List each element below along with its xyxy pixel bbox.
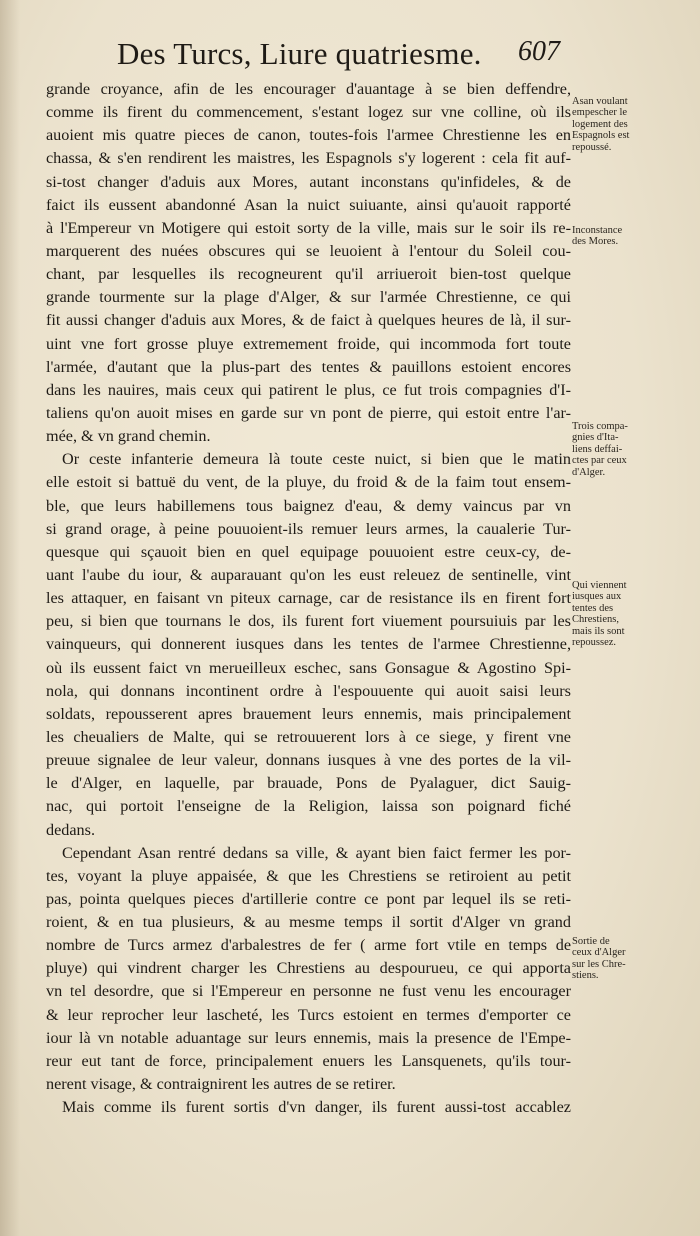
marginal-note	[572, 421, 690, 478]
marginal-line: Chrestiens,	[572, 614, 619, 626]
text-line: vainqueurs, qui donnerent iusques dans les tentes de l'armee Chrestienne,	[46, 635, 571, 654]
running-title: Des Turcs, Liure quatriesme.	[117, 36, 482, 71]
marginal-line: liens deffai-	[572, 443, 623, 455]
text-line: nerent visage, & contraignirent les autres de se retirer.	[46, 1075, 396, 1094]
text-line: vn tel desordre, que si l'Empereur en personne ne fust venu les encourager	[46, 982, 571, 1001]
marginal-line: empescher le	[572, 107, 628, 119]
marginal-line: gnies d'Ita-	[572, 432, 619, 444]
text-line: pas, pointa quelques pieces d'artillerie contre ce pont par lequel ils se reti-	[46, 889, 571, 908]
text-line: Cependant Asan rentré dedans sa ville, & ayant bien faict fermer les por-	[62, 843, 571, 862]
text-line: Or ceste infanterie demeura là toute ceste nuict, si bien que le matin	[62, 450, 571, 469]
marginal-note	[572, 225, 690, 248]
text-line: uint vne fort grosse pluye extremement froide, qui incommoda fort toute	[46, 334, 571, 353]
text-line: comme ils firent du commencement, s'estant logez sur vne colline, où ils	[46, 103, 571, 122]
text-line: elle estoit si battuë du vent, de la pluye, du froid & de la faim tout ensem-	[46, 473, 571, 492]
text-line: dedans.	[46, 820, 95, 839]
marginal-line: repoussez.	[572, 637, 617, 649]
marginal-note	[572, 96, 690, 153]
text-line: soldats, repousserent apres brauement leurs ennemis, mais principalement	[46, 704, 571, 723]
marginal-line: Inconstance	[572, 225, 623, 236]
text-line: auoient mis quatre pieces de canon, toutes-fois l'armee Chrestienne les en	[46, 126, 571, 145]
text-line: nac, qui portoit l'enseigne de la Religion, laissa son poignard fiché	[46, 797, 571, 816]
text-line: peu, si bien que tournans le dos, ils furent fort viuement poursuiuis par les	[46, 612, 571, 631]
page-number: 607	[518, 36, 560, 67]
text-line: nombre de Turcs armez d'arbalestres de fer ( arme fort vtile en temps de	[46, 936, 571, 955]
marginal-line: d'Alger.	[572, 466, 606, 478]
marginal-line: mais ils sont	[572, 625, 625, 637]
text-line: si-tost changer d'aduis aux Mores, autant inconstans qu'infideles, & de	[46, 172, 571, 191]
text-line: preuue signalee de leur valeur, donnans iusques à vne des portes de la vil-	[46, 751, 571, 770]
text-line: pluye) qui vindrent charger les Chrestiens au despourueu, ce qui apporta	[46, 959, 571, 978]
text-line: uant l'aube du iour, & auparauant qu'on les eust releuez de sentinelle, vint	[46, 565, 571, 584]
text-line: chassa, & s'en rendirent les maistres, les Espagnols s'y logerent : cela fit auf-	[46, 149, 571, 168]
text-line: quesque qui sçauoit bien en quel equipage pouuoient estre ceux-cy, de-	[46, 542, 571, 561]
marginal-note	[572, 580, 690, 648]
text-line: l'armée, d'autant que la plus-part des tentes & pauillons estoient encores	[46, 357, 571, 376]
text-line: reur eut tant de force, principalement enuers les Lansquenets, qu'ils tour-	[46, 1051, 571, 1070]
text-line: faict ils eussent abandonné Asan la nuict suiuante, ainsi qu'auoit rapporté	[46, 195, 571, 214]
marginal-line: des Mores.	[572, 236, 619, 248]
marginal-note	[572, 936, 690, 982]
marginal-line: stiens.	[572, 970, 599, 982]
text-line: iour là vn notable aduantage sur leurs ennemis, mais la presence de l'Empe-	[46, 1028, 571, 1047]
marginal-line: sur les Chre-	[572, 958, 626, 970]
marginal-line: repoussé.	[572, 141, 612, 153]
marginal-line: iusques aux	[572, 591, 622, 603]
body-text	[46, 78, 571, 1119]
text-line: roient, & en tua plusieurs, & au mesme temps il sortit d'Alger vn grand	[46, 913, 571, 932]
marginal-line: Trois compa-	[572, 421, 628, 432]
text-line: taliens qu'on auoit mises en garde sur vn pont de pierre, qui estoit entre l'ar-	[46, 403, 571, 422]
marginal-line: Sortie de	[572, 936, 610, 947]
text-line: fit aussi changer d'aduis aux Mores, & de faict à quelques heures de là, il sur-	[46, 311, 571, 330]
text-line: tes, voyant la pluye appaisée, & que les Chrestiens se retiroient au petit	[46, 866, 571, 885]
marginal-line: ctes par ceux	[572, 455, 627, 467]
marginal-line: ceux d'Alger	[572, 947, 626, 959]
text-line: Mais comme ils furent sortis d'vn danger, ils furent aussi-tost accablez	[62, 1098, 571, 1117]
text-line: mée, & vn grand chemin.	[46, 427, 211, 446]
text-line: marquerent des nuées obscures qui se leuoient à l'entour du Soleil cou-	[46, 241, 571, 260]
text-line: grande croyance, afin de les encourager d'auantage à se bien deffendre,	[46, 80, 571, 98]
page-header	[0, 36, 700, 76]
marginal-line: Qui viennent	[572, 580, 627, 591]
text-line: chant, par lesquelles ils recogneurent qu'il arriueroit bien-tost quelque	[46, 265, 571, 284]
text-line: nola, qui donnans incontinent ordre à l'espouuente qui auoit saisi leurs	[46, 681, 571, 700]
text-line: si grand orage, à peine pouuoient-ils remuer leurs armes, la caualerie Tur-	[46, 519, 571, 538]
text-line: & leur reprocher leur lascheté, les Turcs estoient en termes d'emporter ce	[46, 1005, 571, 1024]
text-line: à l'Empereur vn Motigere qui estoit sorty de la ville, mais sur le soir ils re-	[46, 218, 571, 237]
marginal-line: Asan voulant	[572, 96, 628, 107]
marginal-line: Espagnols est	[572, 130, 630, 142]
text-line: le d'Alger, en laquelle, par brauade, Pons de Pyalaguer, dict Sauig-	[46, 774, 571, 793]
text-line: grande tourmente sur la plage d'Alger, & sur l'armée Chrestienne, ce qui	[46, 288, 571, 307]
gutter-shadow	[0, 0, 20, 1236]
marginal-line: tentes des	[572, 602, 614, 614]
text-line: où ils eussent faict vn merueilleux eschec, sans Gonsague & Agostino Spi-	[46, 658, 571, 677]
text-line: ble, que leurs habillemens tous baignez d'eau, & demy vaincus par vn	[46, 496, 571, 515]
text-line: les cheualiers de Malte, qui se retrouuerent lors à ce siege, y firent vne	[46, 727, 571, 746]
text-line: les attaquer, en faisant vn piteux carnage, car de resistance ils en firent fort	[46, 589, 571, 608]
marginal-line: logement des	[572, 118, 628, 130]
text-line: dans les nauires, mais ceux qui patirent le plus, ce fut trois compagnies d'I-	[46, 380, 571, 399]
